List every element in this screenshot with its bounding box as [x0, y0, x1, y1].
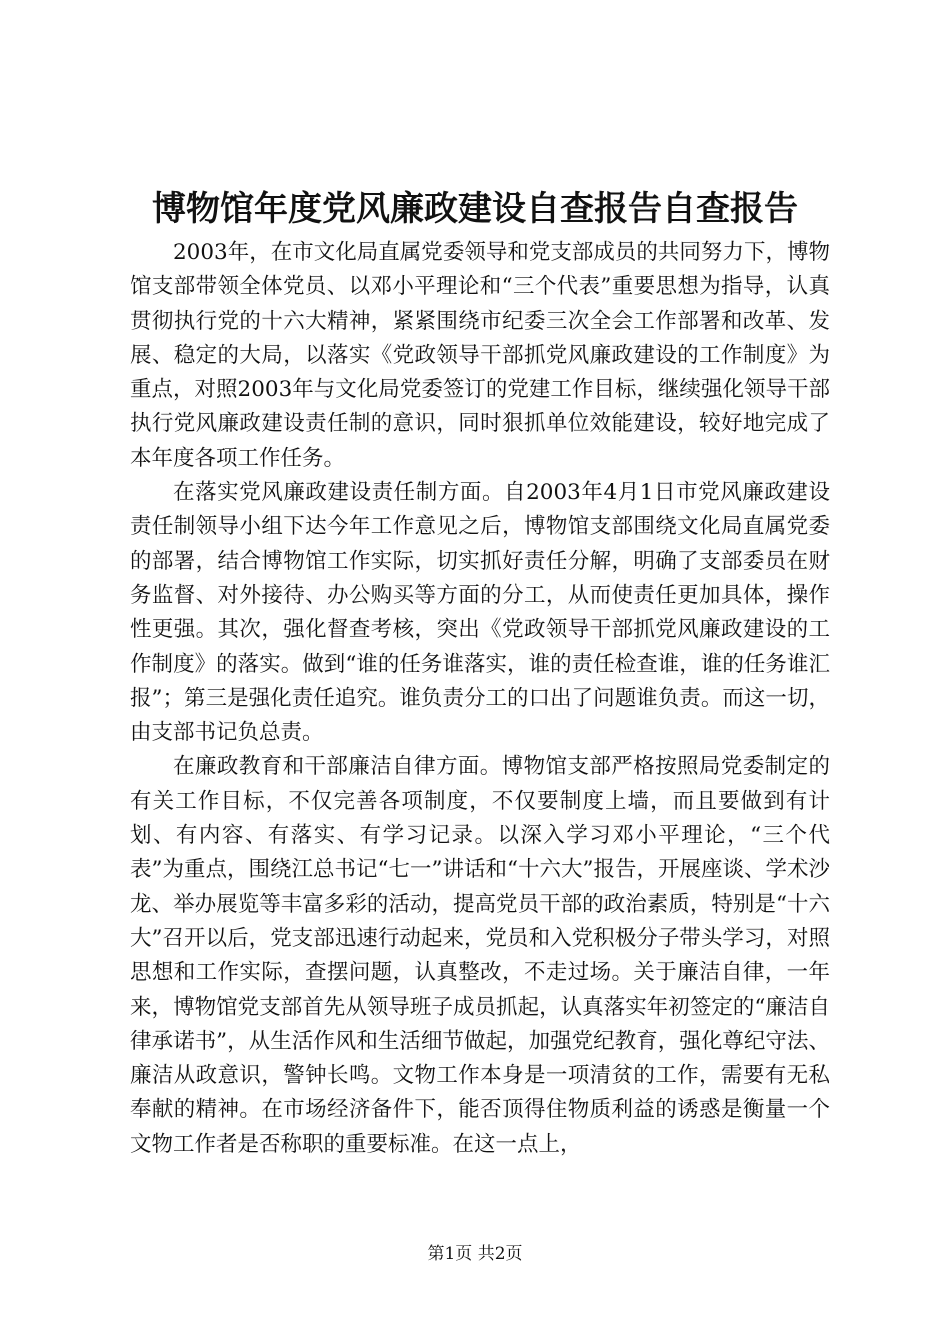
body-paragraph-2: 在落实党风廉政建设责任制方面。自2003年4月1日市党风廉政建设责任制领导小组下达今年工作意见之后，博物馆支部围绕文化局直属党委的部署，结合博物馆工作实际，切实抓好责任分解，明确了支部委员在财务监督、对外接待、办公购买等方面的分工，从而使责任更加具体，操作性更强。其次，强化督查考核，突出《党政领导干部抓党风廉政建设的工作制度》的落实。做到“谁的任务谁落实，谁的责任检查谁，谁的任务谁汇报”；第三是强化责任追究。谁负责分工的口出了问题谁负责。而这一切，由支部书记负总责。	[130, 480, 830, 746]
document-body	[130, 236, 830, 1162]
body-paragraph-1: 2003年，在市文化局直属党委领导和党支部成员的共同努力下，博物馆支部带领全体党员、以邓小平理论和“三个代表”重要思想为指导，认真贯彻执行党的十六大精神，紧紧围绕市纪委三次全会工作部署和改革、发展、稳定的大局，以落实《党政领导干部抓党风廉政建设的工作制度》为重点，对照2003年与文化局党委签订的党建工作目标，继续强化领导干部执行党风廉政建设责任制的意识，同时狠抓单位效能建设，较好地完成了本年度各项工作任务。	[130, 240, 830, 471]
document-title: 博物馆年度党风廉政建设自查报告自查报告	[152, 189, 798, 229]
body-paragraph-3: 在廉政教育和干部廉洁自律方面。博物馆支部严格按照局党委制定的有关工作目标，不仅完善各项制度，不仅要制度上墙，而且要做到有计划、有内容、有落实、有学习记录。以深入学习邓小平理论，“三个代表”为重点，围绕江总书记“七一”讲话和“十六大”报告，开展座谈、学术沙龙、举办展览等丰富多彩的活动，提高党员干部的政治素质，特别是“十六大”召开以后，党支部迅速行动起来，党员和入党积极分子带头学习，对照思想和工作实际，查摆问题，认真整改，不走过场。关于廉洁自律，一年来，博物馆党支部首先从领导班子成员抓起，认真落实年初签定的“廉洁自律承诺书”，从生活作风和生活细节做起，加强党纪教育，强化尊纪守法、廉洁从政意识，警钟长鸣。文物工作本身是一项清贫的工作，需要有无私奉献的精神。在市场经济备件下，能否顶得住物质利益的诱惑是衡量一个文物工作者是否称职的重要标准。在这一点上，	[130, 754, 830, 1157]
page-number-footer: 第1页 共2页	[427, 1244, 523, 1264]
